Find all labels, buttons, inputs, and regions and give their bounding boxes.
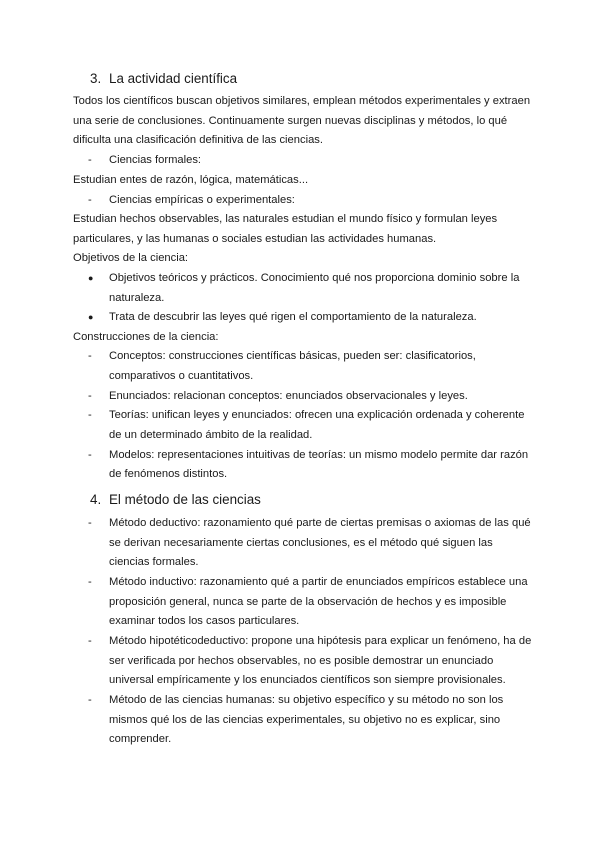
dash-marker: - bbox=[88, 694, 92, 706]
metodo-item-line: Método inductivo: razonamiento qué a partir de enunciados empíricos establece una bbox=[109, 576, 528, 588]
dash-marker: - bbox=[88, 390, 92, 402]
objetivo-item-line: Trata de descubrir las leyes qué rigen el comportamiento de la naturaleza. bbox=[109, 311, 477, 323]
intro-line: Todos los científicos buscan objetivos similares, emplean métodos experimentales y extraen bbox=[73, 95, 531, 107]
section-3-title: La actividad científica bbox=[109, 71, 238, 86]
intro-line: dificulta una clasificación definitiva de las ciencias. bbox=[73, 134, 323, 146]
metodo-item-line: comprender. bbox=[109, 733, 172, 745]
metodo-item-line: universal empíricamente y los enunciados científicos son siempre provisionales. bbox=[109, 674, 506, 686]
section-4-number: 4. bbox=[90, 492, 102, 507]
dash-marker: - bbox=[88, 350, 92, 362]
dash-marker: - bbox=[88, 517, 92, 529]
metodo-item-line: examinar todos los casos particulares. bbox=[109, 615, 300, 627]
formales-label: Ciencias formales: bbox=[109, 154, 202, 166]
metodo-item-line: mismos qué los de las ciencias experimentales, su objetivo no es explicar, sino bbox=[109, 714, 501, 726]
construccion-item-line: de un determinado ámbito de la realidad. bbox=[109, 429, 313, 441]
dash-marker: - bbox=[88, 154, 92, 166]
objetivo-item-line: naturaleza. bbox=[109, 292, 165, 304]
construcciones-heading: Construcciones de la ciencia: bbox=[73, 331, 219, 343]
construccion-item-line: Enunciados: relacionan conceptos: enunciados observacionales y leyes. bbox=[109, 390, 468, 402]
dash-marker: - bbox=[88, 576, 92, 588]
empiricas-label: Ciencias empíricas o experimentales: bbox=[109, 194, 295, 206]
objetivo-item-line: Objetivos teóricos y prácticos. Conocimiento qué nos proporciona dominio sobre la bbox=[109, 272, 520, 284]
metodo-item-line: ciencias formales. bbox=[109, 556, 199, 568]
metodo-item-line: Método hipotéticodeductivo: propone una hipótesis para explicar un fenómeno, ha de bbox=[109, 635, 532, 647]
objetivos-heading: Objetivos de la ciencia: bbox=[73, 252, 189, 264]
dash-marker: - bbox=[88, 409, 92, 421]
metodo-item-line: proposición general, nunca se parte de la observación de hechos y es imposible bbox=[109, 596, 507, 608]
intro-line: una serie de conclusiones. Continuamente surgen nuevas disciplinas y métodos, lo qué bbox=[73, 115, 508, 127]
bullet-marker: ● bbox=[88, 312, 94, 322]
empiricas-text-line: particulares, y las humanas o sociales estudian las actividades humanas. bbox=[73, 233, 437, 245]
construccion-item-line: comparativos o cuantitativos. bbox=[109, 370, 254, 382]
empiricas-text-line: Estudian hechos observables, las naturales estudian el mundo físico y formulan leyes bbox=[73, 213, 498, 225]
bullet-marker: ● bbox=[88, 273, 94, 283]
formales-text: Estudian entes de razón, lógica, matemáticas... bbox=[73, 174, 309, 186]
section-4-title: El método de las ciencias bbox=[109, 492, 261, 507]
dash-marker: - bbox=[88, 194, 92, 206]
metodo-item-line: se derivan necesariamente ciertas conclusiones, es el método qué siguen las bbox=[109, 537, 493, 549]
construccion-item-line: de fenómenos distintos. bbox=[109, 468, 228, 480]
metodo-item-line: Método deductivo: razonamiento qué parte de ciertas premisas o axiomas de las qué bbox=[109, 517, 531, 529]
dash-marker: - bbox=[88, 449, 92, 461]
dash-marker: - bbox=[88, 635, 92, 647]
construccion-item-line: Modelos: representaciones intuitivas de teorías: un mismo modelo permite dar razón bbox=[109, 449, 529, 461]
metodo-item-line: Método de las ciencias humanas: su objetivo específico y su método no son los bbox=[109, 694, 504, 706]
construccion-item-line: Teorías: unifican leyes y enunciados: ofrecen una explicación ordenada y coherente bbox=[109, 409, 525, 421]
metodo-item-line: ser verificada por hechos observables, no es posible demostrar un enunciado bbox=[109, 655, 494, 667]
construccion-item-line: Conceptos: construcciones científicas básicas, pueden ser: clasificatorios, bbox=[109, 350, 476, 362]
section-3-number: 3. bbox=[90, 71, 102, 86]
